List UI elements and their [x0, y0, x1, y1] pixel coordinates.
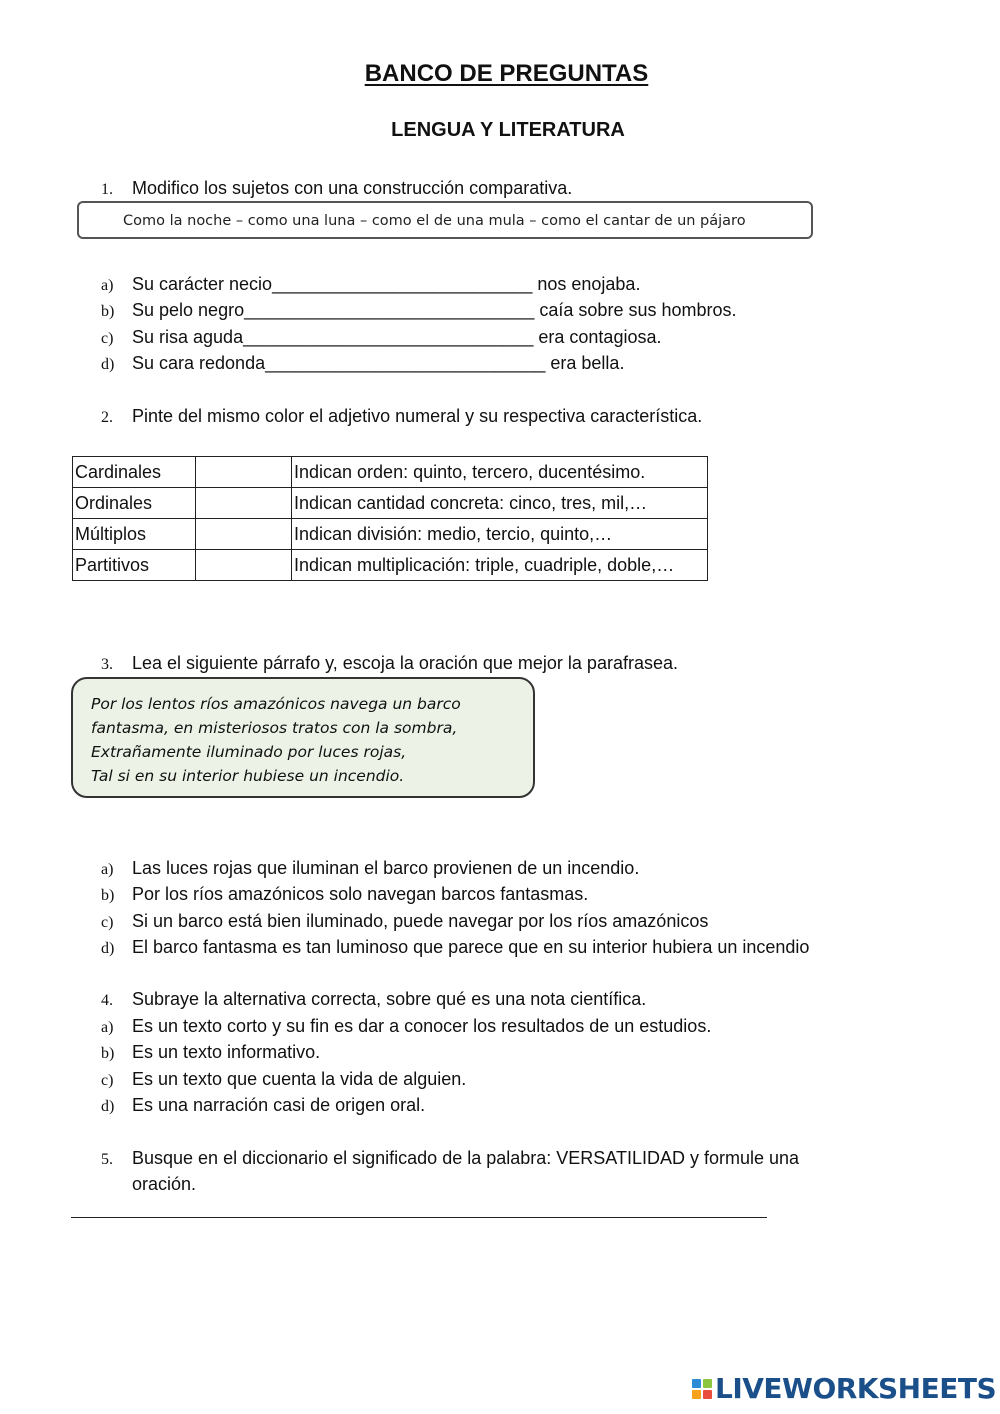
page-subtitle: LENGUA Y LITERATURA [391, 119, 625, 141]
poem-box [71, 677, 535, 798]
table-cell-name[interactable]: Ordinales [73, 488, 196, 519]
question-4 [101, 986, 646, 1014]
item-text: Su carácter necio__________________________ nos enojaba. [132, 274, 641, 294]
logo-square [692, 1390, 701, 1399]
option-text: Si un barco está bien iluminado, puede navegar por los ríos amazónicos [132, 911, 709, 931]
question-number: 2. [101, 409, 113, 426]
option-marker: b) [101, 1045, 115, 1062]
table-cell-name[interactable]: Cardinales [73, 457, 196, 488]
poem-line: Tal si en su interior hubiese un incendio. [91, 767, 405, 785]
fill-blank-item-c[interactable] [101, 324, 661, 352]
option-text: Es una narración casi de origen oral. [132, 1095, 426, 1115]
table-cell-blank[interactable] [196, 488, 292, 519]
question-number: 1. [101, 181, 113, 198]
option-marker: b) [101, 887, 115, 904]
table-cell-blank[interactable] [196, 519, 292, 550]
poem-line: Por los lentos ríos amazónicos navega un barco [91, 695, 461, 713]
option-marker: a) [101, 861, 114, 878]
table-cell-description[interactable]: Indican cantidad concreta: cinco, tres, mil,… [292, 488, 708, 519]
paraphrase-option-a[interactable] [101, 855, 639, 883]
fill-blank-item-a[interactable] [101, 271, 640, 299]
option-marker: d) [101, 1098, 115, 1115]
logo-grid-icon [692, 1379, 712, 1399]
item-marker: b) [101, 303, 115, 320]
science-note-option-c[interactable] [101, 1066, 466, 1094]
question-1 [101, 175, 572, 203]
logo-square [703, 1379, 712, 1388]
table-row [73, 488, 708, 519]
table-cell-description[interactable]: Indican división: medio, tercio, quinto,… [292, 519, 708, 550]
table-cell-name[interactable]: Múltiplos [73, 519, 196, 550]
item-marker: d) [101, 356, 115, 373]
table-cell-name[interactable]: Partitivos [73, 550, 196, 581]
option-marker: c) [101, 914, 114, 931]
table-row [73, 519, 708, 550]
question-3 [101, 650, 678, 678]
liveworksheets-logo [692, 1373, 996, 1405]
poem-line: Extrañamente iluminado por luces rojas, [91, 743, 407, 761]
option-marker: c) [101, 1072, 114, 1089]
logo-text: LIVEWORKSHEETS [715, 1372, 997, 1405]
answer-line[interactable] [71, 1217, 767, 1218]
question-text: Subraye la alternativa correcta, sobre qué es una nota científica. [132, 989, 647, 1009]
item-text: Su cara redonda____________________________ era bella. [132, 353, 625, 373]
science-note-option-a[interactable] [101, 1013, 711, 1041]
fill-blank-item-b[interactable] [101, 297, 737, 325]
option-text: Es un texto informativo. [132, 1042, 321, 1062]
logo-square [692, 1379, 701, 1388]
paraphrase-option-d[interactable] [101, 934, 809, 962]
comparison-options-box: Como la noche – como una luna – como el de una mula – como el cantar de un pájaro [77, 201, 813, 239]
option-marker: a) [101, 1019, 114, 1036]
option-marker: d) [101, 940, 115, 957]
fill-blank-item-d[interactable] [101, 350, 624, 378]
question-number: 5. [101, 1151, 113, 1168]
item-text: Su risa aguda_____________________________ era contagiosa. [132, 327, 662, 347]
numeral-adjectives-table [72, 456, 708, 581]
science-note-option-d[interactable] [101, 1092, 425, 1120]
question-number: 4. [101, 992, 113, 1009]
table-row [73, 550, 708, 581]
item-marker: c) [101, 330, 114, 347]
table-cell-description[interactable]: Indican multiplicación: triple, cuadriple, doble,… [292, 550, 708, 581]
question-text: Busque en el diccionario el significado de la palabra: VERSATILIDAD y formule una [132, 1148, 800, 1168]
question-text: Modifico los sujetos con una construcción comparativa. [132, 178, 573, 198]
item-text: Su pelo negro_____________________________ caía sobre sus hombros. [132, 300, 737, 320]
question-5 [101, 1145, 799, 1173]
question-5-continuation: oración. [132, 1174, 197, 1194]
table-cell-blank[interactable] [196, 550, 292, 581]
option-text: Es un texto corto y su fin es dar a conocer los resultados de un estudios. [132, 1016, 712, 1036]
question-text: Pinte del mismo color el adjetivo numeral y su respectiva característica. [132, 406, 703, 426]
question-number: 3. [101, 656, 113, 673]
option-text: Las luces rojas que iluminan el barco provienen de un incendio. [132, 858, 640, 878]
science-note-option-b[interactable] [101, 1039, 320, 1067]
option-text: Por los ríos amazónicos solo navegan barcos fantasmas. [132, 884, 589, 904]
question-text: Lea el siguiente párrafo y, escoja la oración que mejor la parafrasea. [132, 653, 678, 673]
logo-square [703, 1390, 712, 1399]
paraphrase-option-b[interactable] [101, 881, 588, 909]
item-marker: a) [101, 277, 114, 294]
option-text: El barco fantasma es tan luminoso que parece que en su interior hubiera un incendio [132, 937, 810, 957]
poem-line: fantasma, en misteriosos tratos con la sombra, [91, 719, 458, 737]
page-title: BANCO DE PREGUNTAS [364, 60, 649, 87]
question-2 [101, 403, 702, 431]
table-cell-description[interactable]: Indican orden: quinto, tercero, ducentésimo. [292, 457, 708, 488]
table-row [73, 457, 708, 488]
table-cell-blank[interactable] [196, 457, 292, 488]
option-text: Es un texto que cuenta la vida de alguien. [132, 1069, 467, 1089]
paraphrase-option-c[interactable] [101, 908, 708, 936]
